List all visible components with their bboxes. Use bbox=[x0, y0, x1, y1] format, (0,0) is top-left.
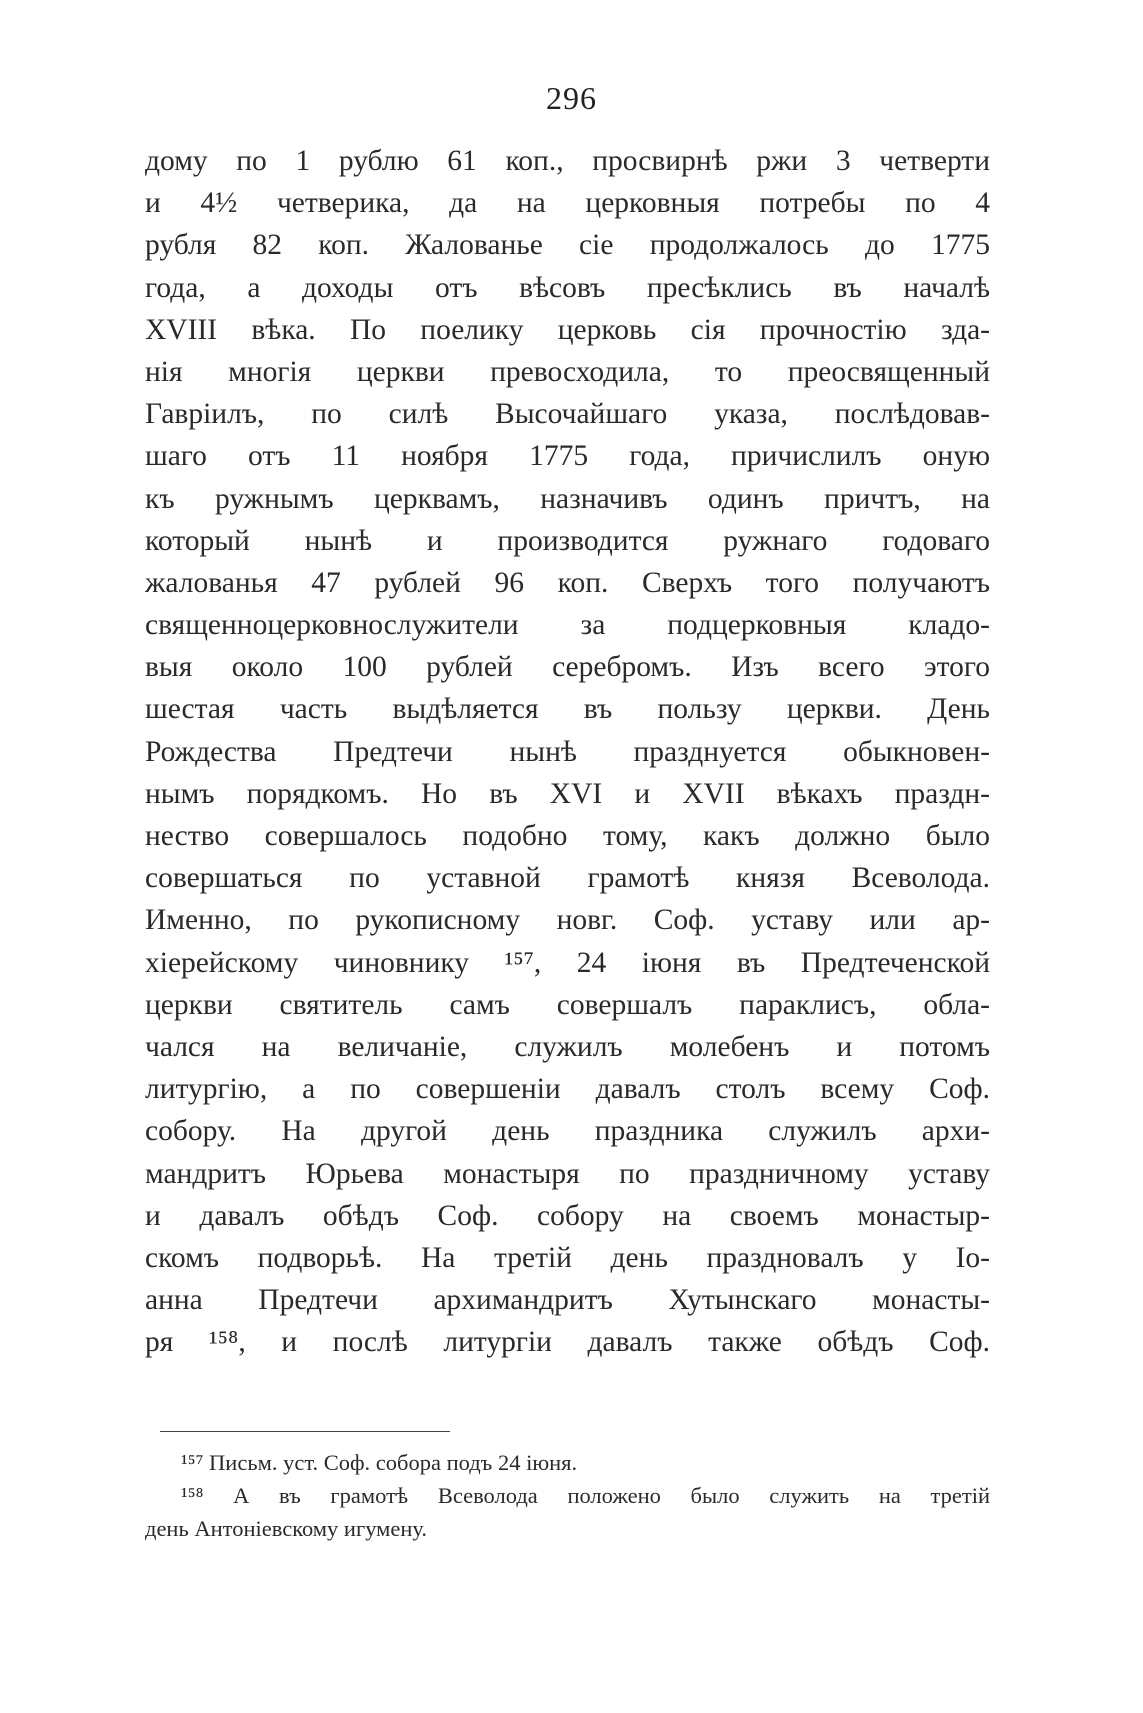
text-line: къ ружнымъ церквамъ, назначивъ одинъ причтъ, на bbox=[145, 482, 990, 515]
text-line: шаго отъ 11 ноября 1775 года, причислилъ оную bbox=[145, 440, 990, 473]
text-line: Гавріилъ, по силѣ Высочайшаго указа, послѣдовав- bbox=[145, 398, 990, 431]
footnote-157: ¹⁵⁷ Письм. уст. Соф. собора подъ 24 іюня. bbox=[181, 1450, 578, 1475]
text-line: чался на величаніе, служилъ молебенъ и потомъ bbox=[145, 1030, 990, 1063]
footnote-divider bbox=[160, 1431, 450, 1432]
text-line: рубля 82 коп. Жалованье сіе продолжалось до 1775 bbox=[145, 229, 990, 262]
text-line: и 4½ четверика, да на церковныя потребы по 4 bbox=[145, 187, 990, 220]
text-line: года, а доходы отъ вѣсовъ пресѣклись въ началѣ bbox=[145, 271, 990, 304]
footnote-158-continuation: день Антоніевскому игумену. bbox=[145, 1516, 428, 1541]
footnotes bbox=[145, 1446, 990, 1545]
text-line: который нынѣ и производится ружнаго годоваго bbox=[145, 524, 990, 557]
text-line: нія многія церкви превосходила, то преосвященный bbox=[145, 355, 990, 388]
text-line: Рождества Предтечи нынѣ празднуется обыкновен- bbox=[145, 735, 990, 768]
text-line: анна Предтечи архимандритъ Хутынскаго монасты- bbox=[145, 1284, 990, 1317]
text-line: священноцерковнослужители за подцерковныя кладо- bbox=[145, 609, 990, 642]
footnote-158: ¹⁵⁸ А въ грамотѣ Всеволода положено было служить на третій bbox=[181, 1483, 990, 1508]
text-line: хіерейскому чиновнику ¹⁵⁷, 24 іюня въ Предтеченской bbox=[145, 946, 990, 979]
text-line: нымъ порядкомъ. Но въ XVI и XVII вѣкахъ праздн- bbox=[145, 777, 990, 810]
text-line: совершаться по уставной грамотѣ князя Всеволода. bbox=[145, 862, 990, 895]
body-text bbox=[145, 140, 990, 1363]
text-line: собору. На другой день праздника служилъ архи- bbox=[145, 1115, 990, 1148]
text-line: ря ¹⁵⁸, и послѣ литургіи давалъ также обѣдъ Соф. bbox=[145, 1326, 990, 1359]
text-line: литургію, а по совершеніи давалъ столъ всему Соф. bbox=[145, 1073, 990, 1106]
page-number: 296 bbox=[546, 80, 597, 116]
text-line: скомъ подворьѣ. На третій день праздновалъ у Іо- bbox=[145, 1241, 990, 1274]
text-line: дому по 1 рублю 61 коп., просвирнѣ ржи 3 четверти bbox=[145, 145, 990, 177]
text-line: выя около 100 рублей серебромъ. Изъ всего этого bbox=[145, 651, 990, 684]
text-line: и давалъ обѣдъ Соф. собору на своемъ монастыр- bbox=[145, 1199, 990, 1232]
text-line: шестая часть выдѣляется въ пользу церкви. День bbox=[145, 693, 990, 726]
text-line: нество совершалось подобно тому, какъ должно было bbox=[145, 820, 990, 852]
text-line: жалованья 47 рублей 96 коп. Сверхъ того получаютъ bbox=[145, 566, 990, 599]
text-line: церкви святитель самъ совершалъ параклисъ, обла- bbox=[145, 988, 990, 1021]
text-line: XVIII вѣка. По поелику церковь сія прочностію зда- bbox=[145, 313, 990, 346]
text-line: Именно, по рукописному новг. Соф. уставу или ар- bbox=[145, 904, 990, 937]
text-line: мандритъ Юрьева монастыря по праздничному уставу bbox=[145, 1157, 990, 1190]
